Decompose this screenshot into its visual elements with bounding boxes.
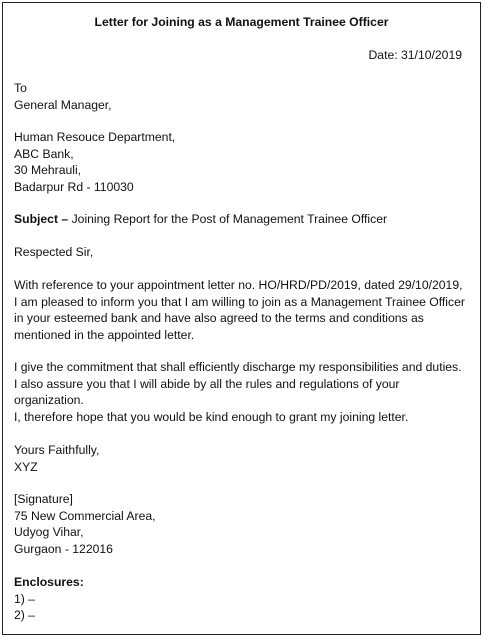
recipient-organization [14,129,466,195]
salutation: Respected Sir, [14,245,94,259]
sender-city: Gurgaon - 122016 [14,541,113,556]
sender-address [14,491,466,557]
sender-signature: [Signature] [14,492,73,506]
paragraph-3 [14,409,466,426]
paragraph-1-text: With reference to your appointment letter no. HO/HRD/PD/2019, dated 29/10/2019, I am pleased to inform you that I am willing to join as a Management Trainee Officer in your esteemed bank and have also agreed to the terms and conditions as mentioned in the appointed letter. [14,278,465,342]
subject-label: Subject – [14,212,69,226]
subject-text: Joining Report for the Post of Management Trainee Officer [68,212,388,226]
paragraph-1 [14,277,466,343]
paragraph-3-text: I, therefore hope that you would be kind enough to grant my joining letter. [14,410,409,424]
paragraph-2-text: I give the commitment that shall efficiently discharge my responsibilities and duties. I also assure you that I will abide by all the rules and regulations of your organization. [14,360,462,407]
subject-line [14,211,466,228]
recipient-role: General Manager, [14,97,112,112]
to-label: To [14,81,27,95]
enclosures-label: Enclosures: [14,575,84,589]
enclosures [14,574,466,624]
closing [14,442,466,475]
letter-title: Letter for Joining as a Management Trainee Officer [94,15,389,29]
sender-area: Udyog Vihar, [14,525,84,539]
enclosure-item: 1) – [14,591,36,606]
letter-date: Date: 31/10/2019 [368,48,462,62]
sender-street: 75 New Commercial Area, [14,508,156,523]
recipient-address [14,80,466,113]
recipient-city: Badarpur Rd - 110030 [14,179,134,194]
recipient-street: 30 Mehrauli, [14,163,82,177]
enclosure-item: 2) – [14,608,36,622]
recipient-bank: ABC Bank, [14,146,74,161]
closing-phrase: Yours Faithfully, [14,443,100,457]
closing-name: XYZ [14,459,38,474]
paragraph-2 [14,359,466,409]
recipient-department: Human Resouce Department, [14,130,176,144]
letter-page [2,2,481,635]
